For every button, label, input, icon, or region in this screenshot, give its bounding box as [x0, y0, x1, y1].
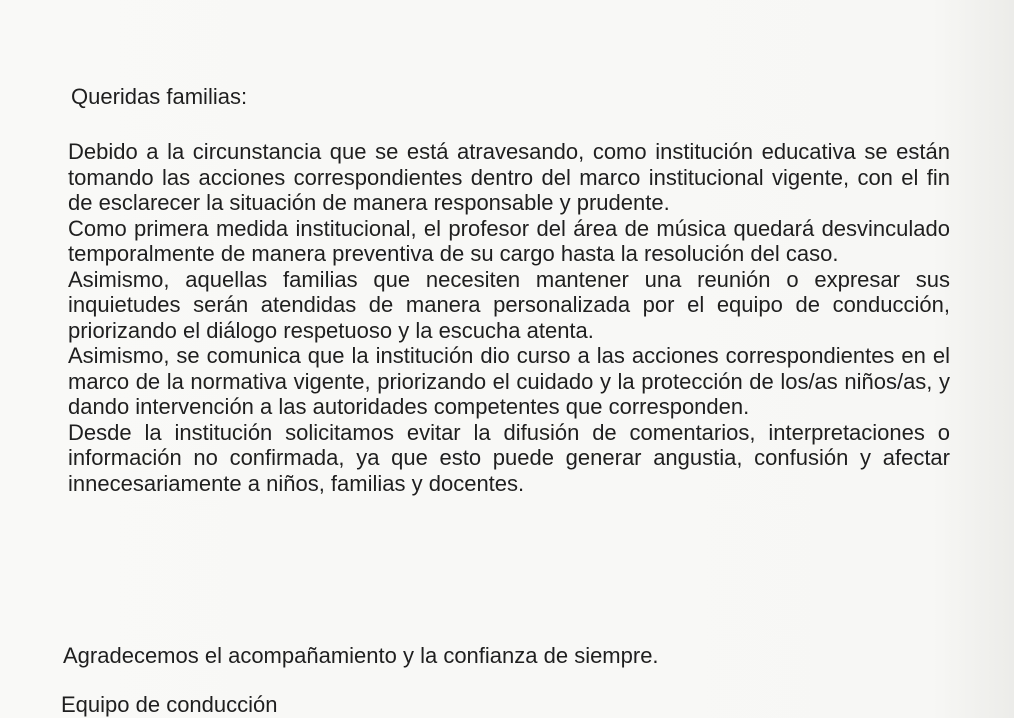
paragraph-circumstance: Debido a la circunstancia que se está atravesando, como institución educativa se están tomando las acciones correspondientes dentro del marco institucional vigente, con el fin de esclarecer la situación de manera responsable y prudente.: [68, 139, 950, 215]
paragraph-meetings: Asimismo, aquellas familias que necesiten mantener una reunión o expresar sus inquietudes serán atendidas de manera personalizada por el equipo de conducción, priorizando el diálogo respetuoso y la escucha atenta.: [68, 266, 950, 343]
letter-body: [68, 139, 950, 496]
paragraph-first-measure: Como primera medida institucional, el profesor del área de música quedará desvinculado temporalmente de manera preventiva de su cargo hasta la resolución del caso.: [68, 215, 950, 266]
paragraph-actions: Asimismo, se comunica que la institución dio curso a las acciones correspondientes en el marco de la normativa vigente, priorizando el cuidado y la protección de los/as niños/as, y dando intervención a las autoridades competentes que corresponden.: [68, 343, 950, 419]
letter-greeting: Queridas familias:: [71, 84, 248, 109]
paragraph-request: Desde la institución solicitamos evitar la difusión de comentarios, interpretaciones o información no confirmada, ya que esto puede generar angustia, confusión y afectar innecesariamente a niños, familias y docentes.: [68, 419, 950, 496]
letter-signature: Equipo de conducción: [61, 692, 278, 717]
letter-closing: Agradecemos el acompañamiento y la confianza de siempre.: [63, 643, 659, 668]
